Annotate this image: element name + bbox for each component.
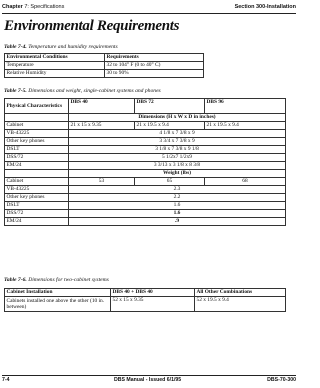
table-row: DSLT 1.6 bbox=[5, 202, 286, 210]
manual-issue: DBS Manual - Issued 6/1/95 bbox=[114, 377, 182, 383]
table-header: Environmental Conditions bbox=[5, 54, 105, 62]
header-rule bbox=[2, 13, 296, 14]
dimensions-weight-table bbox=[4, 98, 286, 226]
table-row: Other key phones 3 3/4 x 7 3/8 x 9 bbox=[5, 138, 286, 146]
table-header: DBS 40 bbox=[69, 99, 135, 114]
table-row: Cabinets installed one above the other (10 in. between) 52 x 15 x 9.35 52 x 19.5 x 9.4 bbox=[5, 297, 286, 312]
section-heading: Section 300-Installation bbox=[234, 4, 296, 10]
table-row: Relative Humidity 30 to 90% bbox=[5, 70, 204, 78]
table-header: DBS 72 bbox=[135, 99, 205, 114]
table-header: Cabinet Installation bbox=[5, 289, 111, 297]
page-title: Environmental Requirements bbox=[4, 18, 180, 34]
table-row: Other key phones 2.2 bbox=[5, 194, 286, 202]
table-row: DSS/72 5 1/2x7 1/2x9 bbox=[5, 154, 286, 162]
table-7-4-caption: Table 7-4. Temperature and humidity requirements bbox=[4, 44, 118, 50]
two-cabinet-table bbox=[4, 288, 286, 312]
table-row: Cabinet 21 x 15 x 9.35 21 x 19.5 x 9.4 21 x 19.5 x 9.4 bbox=[5, 122, 286, 130]
temperature-humidity-table bbox=[4, 53, 204, 78]
table-row: Cabinet 53 65 68 bbox=[5, 178, 286, 186]
table-row: Temperature 32 to 104° F (0 to 40° C) bbox=[5, 62, 204, 70]
dimensions-subheader: Dimensions (H x W x D in inches) bbox=[69, 114, 286, 122]
table-row: VB-43225 2.3 bbox=[5, 186, 286, 194]
table-row: DSS/72 1.6 bbox=[5, 210, 286, 218]
weight-subheader: Weight (lbs) bbox=[69, 170, 286, 178]
chapter-heading: Chapter 7: Specifications bbox=[2, 4, 65, 10]
page-number: 7-4 bbox=[2, 377, 10, 383]
table-header: DBS 96 bbox=[205, 99, 286, 114]
table-header: DBS 40 + DBS 40 bbox=[111, 289, 195, 297]
table-row: DSLT 3 1/8 x 7 3/8 x 9 1/8 bbox=[5, 146, 286, 154]
page-footer bbox=[2, 377, 296, 385]
footer-rule bbox=[2, 375, 296, 376]
table-row: EM/24 3 3/13 x 3 1/8 x 8 3/8 bbox=[5, 162, 286, 170]
table-7-5-caption: Table 7-5. Dimensions and weight, single-cabinet systems and phones bbox=[4, 88, 161, 94]
table-header: All Other Combinations bbox=[195, 289, 286, 297]
table-header: Physical Characteristics bbox=[5, 99, 69, 114]
table-header: Requirements bbox=[105, 54, 204, 62]
table-row: VB-43225 4 1/8 x 7 3/8 x 9 bbox=[5, 130, 286, 138]
document-number: DBS-70-300 bbox=[267, 377, 296, 383]
table-row: EM/24 .9 bbox=[5, 218, 286, 226]
table-7-6-caption: Table 7-6. Dimensions for two-cabinet systems bbox=[4, 277, 109, 283]
